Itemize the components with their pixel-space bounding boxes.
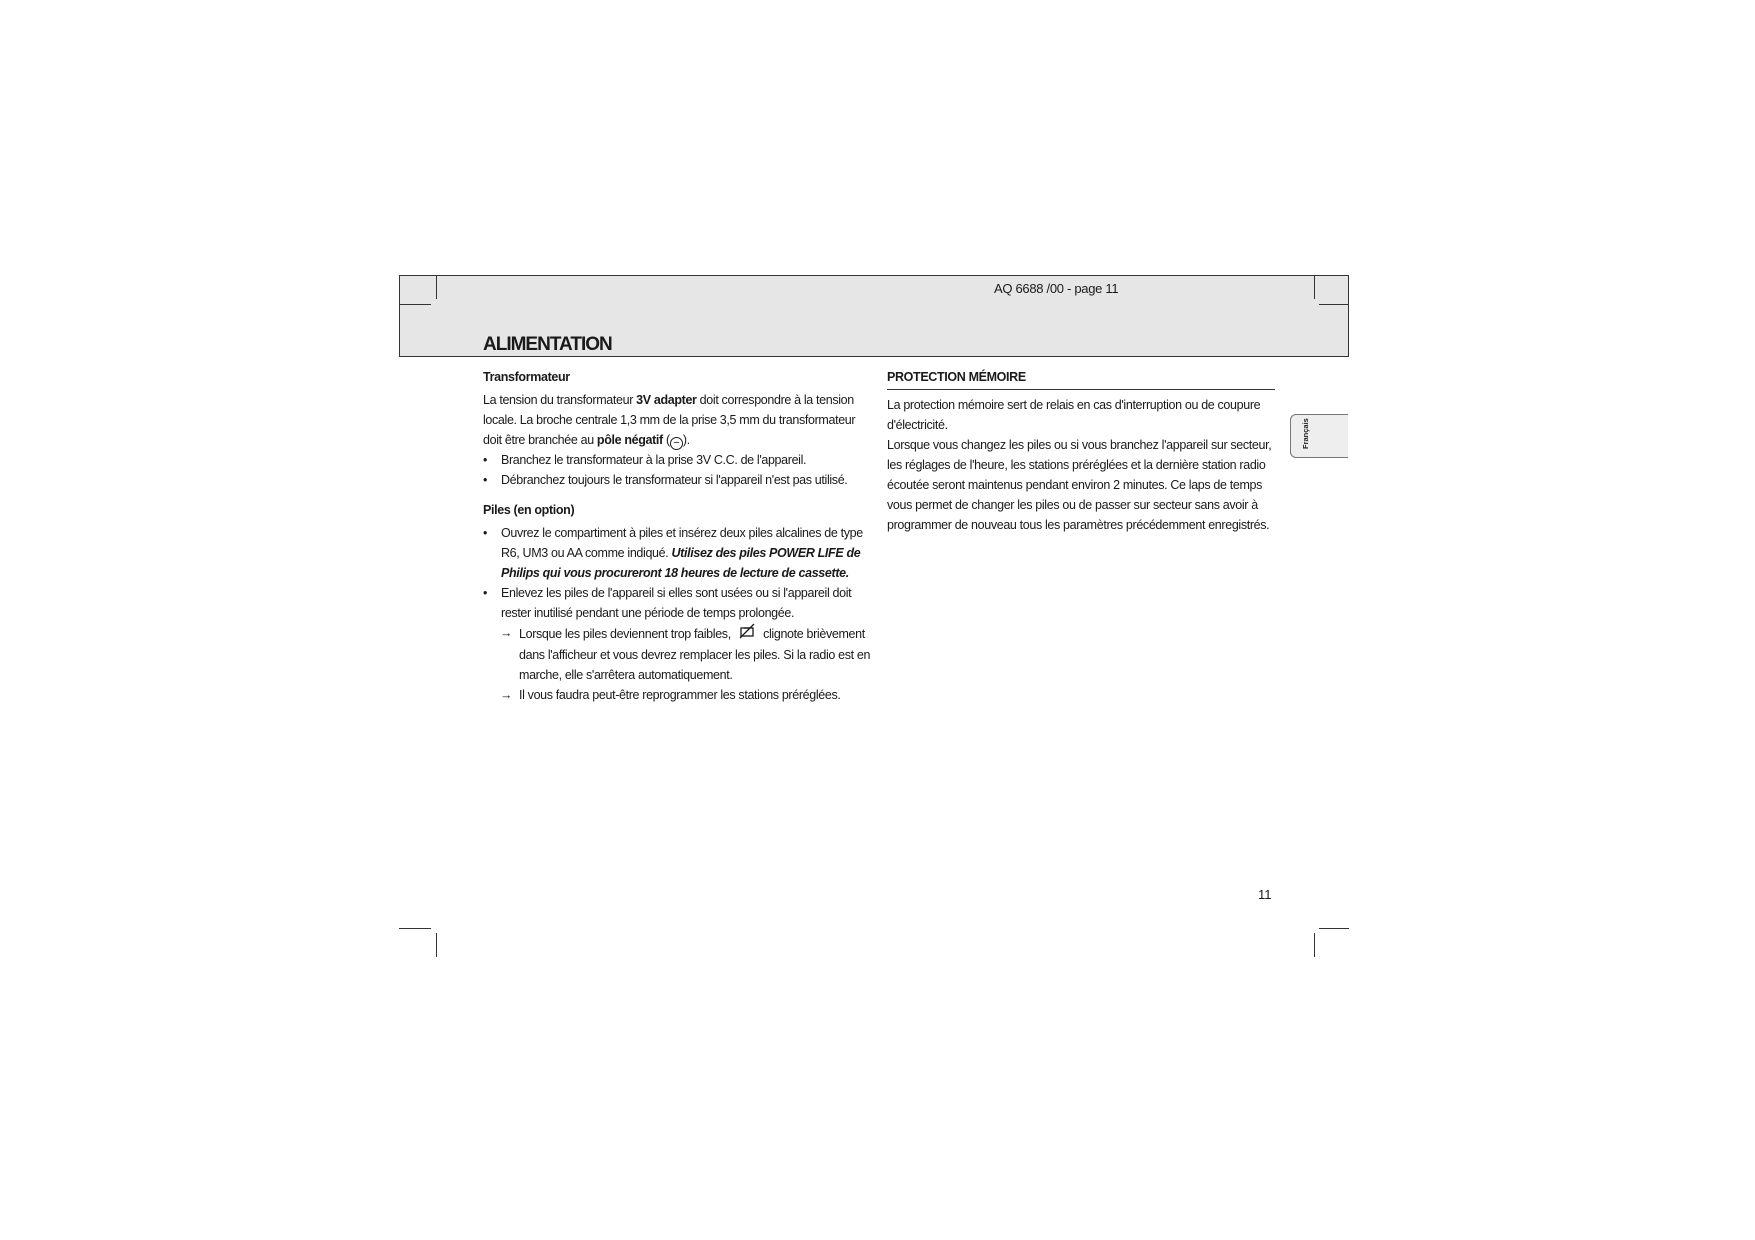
crop-mark xyxy=(399,928,431,929)
page-reference: AQ 6688 /00 - page 11 xyxy=(994,281,1119,296)
crop-mark xyxy=(436,933,437,957)
text-run: ). xyxy=(682,433,690,447)
crop-mark xyxy=(1314,933,1315,957)
text-run: La tension du transformateur xyxy=(483,393,637,407)
list-item: • Enlevez les piles de l'appareil si elles sont usées ou si l'appareil doit rester inutilisé pendant une période de temps prolongée. xyxy=(483,583,873,623)
arrow-item xyxy=(483,685,873,705)
battery-low-icon xyxy=(734,623,760,645)
text-run: clignote brièvement dans l'afficheur et vous devrez remplacer les piles. Si la radio est en marche, elle s'arrêtera automatiquement. xyxy=(519,627,871,682)
section-heading-transformateur: Transformateur xyxy=(483,370,570,384)
text-run: Lorsque les piles deviennent trop faibles, xyxy=(519,627,734,641)
negative-pole-icon: − xyxy=(670,437,683,450)
bold-run: pôle négatif xyxy=(596,433,663,447)
right-column xyxy=(887,367,1275,535)
bold-run: 3V adapter xyxy=(636,393,697,407)
text-run: doit correspondre à la tension locale. La broche centrale 1,3 mm de la prise 3,5 mm du transformateur doit être branchée au xyxy=(483,393,856,447)
text-run: ( xyxy=(662,433,670,447)
crop-mark xyxy=(1319,928,1349,929)
language-tab-label: Français xyxy=(1301,418,1310,449)
section-heading-piles: Piles (en option) xyxy=(483,503,575,517)
left-column xyxy=(483,367,873,705)
list-item xyxy=(483,523,873,583)
bold-italic-run: Utilisez des piles POWER LIFE de Philips qui vous procureront 18 heures de lecture de cassette. xyxy=(501,546,861,580)
text-run: Il vous faudra peut-être reprogrammer les stations préréglées. xyxy=(519,688,841,702)
page-number: 11 xyxy=(1258,887,1272,902)
language-tab xyxy=(1290,414,1348,458)
crop-mark xyxy=(1319,304,1349,305)
arrow-item xyxy=(483,623,873,685)
arrow-icon: → xyxy=(500,626,513,640)
crop-mark xyxy=(436,275,437,299)
crop-mark xyxy=(399,304,431,305)
page-title: ALIMENTATION xyxy=(483,334,612,355)
text-run: Ouvrez le compartiment à piles et insérez deux piles alcalines de type R6, UM3 ou AA comme indiqué. xyxy=(501,526,863,560)
protection-paragraph: Lorsque vous changez les piles ou si vous branchez l'appareil sur secteur, les réglages de l'heure, les stations préréglées et la dernière station radio écoutée seront maintenus pendant environ 2 minutes. Ce laps de temps vous permet de changer les piles ou de passer sur secteur sans avoir à programmer de nouveau tous les paramètres précédemment enregistrés. xyxy=(887,438,1272,532)
list-item: • Débranchez toujours le transformateur si l'appareil n'est pas utilisé. xyxy=(483,470,873,490)
list-item: • Branchez le transformateur à la prise 3V C.C. de l'appareil. xyxy=(483,450,873,470)
protection-paragraph: La protection mémoire sert de relais en cas d'interruption ou de coupure d'électricité. xyxy=(887,398,1261,432)
section-heading-protection-memoire: PROTECTION MÉMOIRE xyxy=(887,367,1275,390)
arrow-icon: → xyxy=(500,688,513,702)
crop-mark xyxy=(1314,275,1315,299)
transformateur-paragraph xyxy=(483,390,873,450)
